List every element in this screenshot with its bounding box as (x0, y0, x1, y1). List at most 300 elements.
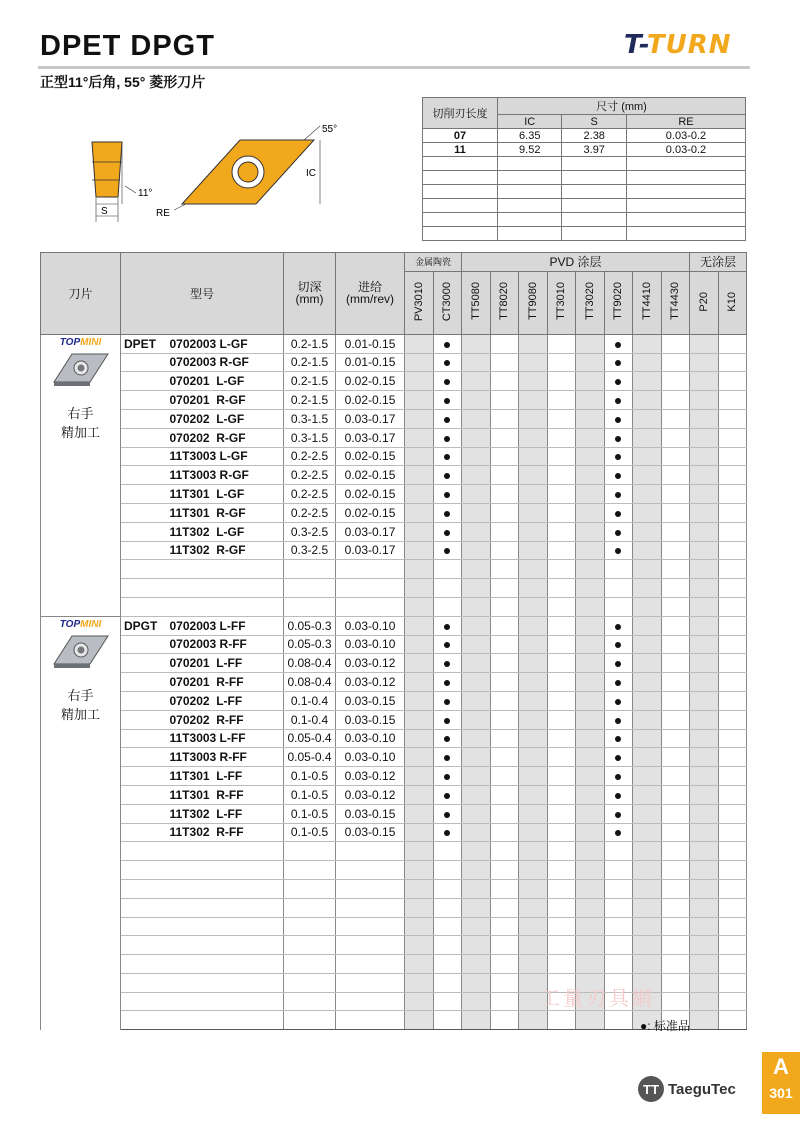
table-row (41, 428, 747, 447)
model-number: 0702003 R-FF (167, 635, 284, 654)
grade-cell (690, 879, 719, 898)
series-prefix-blank (121, 466, 167, 485)
grade-cell (490, 767, 519, 786)
stock-dot-cell (433, 522, 462, 541)
grade-cell (405, 673, 434, 692)
grade-cell (633, 391, 662, 410)
grade-cell (462, 992, 491, 1011)
grade-cell (576, 861, 605, 880)
model-cell (121, 879, 284, 898)
grade-cell (547, 842, 576, 861)
grade-cell (576, 1011, 605, 1030)
grade-cell (547, 654, 576, 673)
feed-rate: 0.03-0.12 (336, 785, 405, 804)
standard-item-dot (615, 454, 621, 460)
grade-cell (519, 785, 548, 804)
stock-dot-cell (604, 691, 633, 710)
cut-depth: 0.3-1.5 (284, 409, 336, 428)
grade-cell (718, 503, 747, 522)
grade-cell (519, 1011, 548, 1030)
col-cutting-length: 切削刃长度 (423, 98, 498, 129)
standard-item-dot (615, 755, 621, 761)
grade-cell (661, 579, 690, 598)
model-number: 070201 L-FF (167, 654, 284, 673)
grade-cell (405, 372, 434, 391)
grade-cell (519, 917, 548, 936)
grade-cell (690, 823, 719, 842)
grade-cell (547, 579, 576, 598)
grade-header-tt3010: TT3010 (547, 271, 576, 334)
grade-cell (633, 917, 662, 936)
grade-cell (433, 955, 462, 974)
model-number: 070201 R-GF (167, 391, 284, 410)
grade-cell (547, 804, 576, 823)
col-re: RE (626, 115, 745, 129)
grade-cell (576, 597, 605, 616)
grade-cell (519, 334, 548, 353)
grade-cell (405, 447, 434, 466)
model-number: 070201 R-FF (167, 673, 284, 692)
grade-cell (633, 767, 662, 786)
grade-cell (633, 372, 662, 391)
grade-cell (519, 842, 548, 861)
grade-cell (576, 447, 605, 466)
standard-item-dot (615, 379, 621, 385)
grade-cell (718, 635, 747, 654)
cut-depth: 0.2-2.5 (284, 485, 336, 504)
grade-cell (576, 691, 605, 710)
stock-dot-cell (604, 616, 633, 635)
grade-cell (633, 541, 662, 560)
grade-cell (576, 955, 605, 974)
grade-cell (462, 673, 491, 692)
grade-cell (690, 391, 719, 410)
grade-cell (462, 879, 491, 898)
stock-dot-cell (604, 804, 633, 823)
stock-dot-cell (433, 691, 462, 710)
feed-cell (336, 1011, 405, 1030)
cut-depth: 0.2-1.5 (284, 372, 336, 391)
grade-cell (519, 353, 548, 372)
grade-cell (433, 898, 462, 917)
grade-cell (661, 597, 690, 616)
grade-cell (519, 466, 548, 485)
stock-dot-cell (433, 823, 462, 842)
feed-rate: 0.02-0.15 (336, 503, 405, 522)
grade-cell (547, 485, 576, 504)
grade-cell (462, 579, 491, 598)
grade-cell (462, 936, 491, 955)
series-prefix-blank (121, 729, 167, 748)
depth-cell (284, 1011, 336, 1030)
grade-cell (490, 560, 519, 579)
feed-rate: 0.03-0.12 (336, 654, 405, 673)
cut-depth: 0.3-2.5 (284, 541, 336, 560)
grade-cell (519, 673, 548, 692)
depth-cell (284, 898, 336, 917)
grade-cell (661, 560, 690, 579)
grade-cell (576, 673, 605, 692)
grade-cell (718, 1011, 747, 1030)
stock-dot-cell (433, 673, 462, 692)
grade-cell (690, 992, 719, 1011)
table-row (41, 353, 747, 372)
depth-cell (284, 955, 336, 974)
grade-cell (690, 409, 719, 428)
standard-item-dot (444, 642, 450, 648)
grade-cell (462, 466, 491, 485)
series-prefix-blank (121, 541, 167, 560)
model-number: 070202 R-FF (167, 710, 284, 729)
feed-rate: 0.03-0.10 (336, 616, 405, 635)
operation-label: 精加工 (60, 706, 100, 722)
standard-item-dot (615, 774, 621, 780)
grade-cell (661, 447, 690, 466)
grade-cell (462, 391, 491, 410)
grade-cell (519, 729, 548, 748)
grade-cell (490, 353, 519, 372)
grade-cell (576, 409, 605, 428)
grade-cell (490, 992, 519, 1011)
cut-depth: 0.3-1.5 (284, 428, 336, 447)
depth-cell (284, 936, 336, 955)
grade-cell (690, 522, 719, 541)
table-row (41, 842, 747, 861)
grade-cell (405, 428, 434, 447)
grade-cell (718, 748, 747, 767)
grade-cell (405, 879, 434, 898)
grade-cell (576, 710, 605, 729)
cut-depth: 0.2-2.5 (284, 447, 336, 466)
cut-depth: 0.2-1.5 (284, 391, 336, 410)
grade-cell (405, 861, 434, 880)
grade-cell (547, 503, 576, 522)
grade-cell (604, 842, 633, 861)
grade-cell (547, 466, 576, 485)
grade-cell (547, 785, 576, 804)
grade-cell (718, 391, 747, 410)
grade-cell (718, 879, 747, 898)
grade-cell (633, 842, 662, 861)
grade-cell (576, 485, 605, 504)
grade-cell (547, 710, 576, 729)
stock-dot-cell (433, 409, 462, 428)
table-row (41, 936, 747, 955)
feed-cell (336, 579, 405, 598)
cut-depth: 0.2-1.5 (284, 353, 336, 372)
feed-rate: 0.02-0.15 (336, 372, 405, 391)
table-row (41, 917, 747, 936)
grade-cell (718, 579, 747, 598)
grade-cell (547, 409, 576, 428)
feed-rate: 0.03-0.17 (336, 428, 405, 447)
series-prefix: DPET (121, 334, 167, 353)
table-row (41, 447, 747, 466)
standard-item-dot (444, 511, 450, 517)
grade-cell (576, 823, 605, 842)
grade-cell (718, 334, 747, 353)
standard-item-dot (444, 530, 450, 536)
grade-cell (519, 654, 548, 673)
grade-cell (519, 485, 548, 504)
grade-cell (490, 804, 519, 823)
grade-cell (405, 485, 434, 504)
grade-cell (405, 767, 434, 786)
stock-dot-cell (433, 503, 462, 522)
cut-depth: 0.1-0.5 (284, 823, 336, 842)
grade-cell (462, 917, 491, 936)
standard-item-dot (444, 379, 450, 385)
model-number: 0702003 L-GF (167, 334, 284, 353)
grade-cell (633, 635, 662, 654)
grade-cell (718, 710, 747, 729)
grade-header-tt5080: TT5080 (462, 271, 491, 334)
grade-cell (633, 522, 662, 541)
grade-cell (547, 917, 576, 936)
standard-item-dot (615, 360, 621, 366)
cut-depth: 0.08-0.4 (284, 654, 336, 673)
table-row (41, 541, 747, 560)
cut-depth: 0.1-0.5 (284, 785, 336, 804)
grade-cell (462, 334, 491, 353)
standard-item-dot (444, 680, 450, 686)
grade-cell (576, 391, 605, 410)
stock-dot-cell (604, 372, 633, 391)
grade-cell (690, 785, 719, 804)
feed-rate: 0.03-0.15 (336, 691, 405, 710)
grade-cell (576, 729, 605, 748)
grade-cell (405, 334, 434, 353)
grade-cell (433, 879, 462, 898)
series-prefix-blank (121, 691, 167, 710)
grade-cell (576, 767, 605, 786)
grade-cell (405, 729, 434, 748)
model-number: 11T301 L-GF (167, 485, 284, 504)
grade-cell (576, 804, 605, 823)
stock-dot-cell (604, 447, 633, 466)
standard-item-dot (615, 473, 621, 479)
model-cell (121, 560, 284, 579)
grade-cell (690, 748, 719, 767)
feed-cell (336, 992, 405, 1011)
grade-cell (490, 654, 519, 673)
standard-item-dot (615, 624, 621, 630)
grade-cell (633, 466, 662, 485)
cut-depth: 0.2-2.5 (284, 503, 336, 522)
grade-cell (718, 616, 747, 635)
grade-cell (462, 804, 491, 823)
stock-dot-cell (433, 654, 462, 673)
grade-cell (633, 861, 662, 880)
grade-cell (661, 541, 690, 560)
svg-text:IC: IC (306, 168, 316, 179)
series-prefix-blank (121, 353, 167, 372)
standard-item-dot (444, 736, 450, 742)
topmini-logo: TOPMINI (59, 336, 102, 348)
grade-cell (519, 560, 548, 579)
grade-cell (490, 673, 519, 692)
grade-cell (519, 372, 548, 391)
standard-item-dot (444, 454, 450, 460)
model-number: 11T3003 R-FF (167, 748, 284, 767)
grade-cell (490, 541, 519, 560)
grade-cell (576, 936, 605, 955)
stock-dot-cell (433, 541, 462, 560)
grade-cell (633, 428, 662, 447)
stock-dot-cell (433, 447, 462, 466)
grade-table (40, 252, 747, 1030)
grade-cell (547, 522, 576, 541)
stock-dot-cell (433, 428, 462, 447)
grade-cell (405, 936, 434, 955)
grade-cell (633, 748, 662, 767)
grade-cell (490, 955, 519, 974)
grade-cell (490, 823, 519, 842)
operation-label: 精加工 (60, 424, 100, 440)
cut-depth: 0.05-0.4 (284, 748, 336, 767)
grade-cell (718, 485, 747, 504)
grade-cell (405, 353, 434, 372)
grade-cell (490, 917, 519, 936)
grade-cell (547, 729, 576, 748)
stock-dot-cell (433, 485, 462, 504)
grade-cell (405, 917, 434, 936)
grade-cell (718, 541, 747, 560)
stock-dot-cell (604, 334, 633, 353)
grade-header-tt9080: TT9080 (519, 271, 548, 334)
cut-depth: 0.2-2.5 (284, 466, 336, 485)
grade-cell (462, 353, 491, 372)
model-number: 070201 L-GF (167, 372, 284, 391)
grade-cell (490, 861, 519, 880)
cut-depth: 0.05-0.4 (284, 729, 336, 748)
grade-cell (690, 1011, 719, 1030)
grade-cell (490, 842, 519, 861)
grade-cell (462, 842, 491, 861)
header-depth: 切深 (mm) (284, 253, 336, 335)
t-turn-logo: T-TURN (624, 30, 732, 60)
grade-cell (490, 597, 519, 616)
stock-dot-cell (604, 748, 633, 767)
grade-cell (405, 541, 434, 560)
grade-cell (576, 503, 605, 522)
grade-cell (519, 409, 548, 428)
grade-cell (519, 447, 548, 466)
series-prefix: DPGT (121, 616, 167, 635)
standard-item-dot (444, 812, 450, 818)
grade-cell (661, 861, 690, 880)
standard-item-dot (615, 680, 621, 686)
grade-cell (633, 673, 662, 692)
grade-cell (462, 710, 491, 729)
grade-cell (405, 560, 434, 579)
svg-text:55°: 55° (322, 124, 338, 135)
grade-cell (690, 447, 719, 466)
feed-rate: 0.03-0.10 (336, 729, 405, 748)
dimension-table (422, 97, 746, 241)
grade-cell (661, 785, 690, 804)
grade-cell (718, 861, 747, 880)
grade-cell (718, 992, 747, 1011)
grade-cell (690, 861, 719, 880)
grade-cell (633, 485, 662, 504)
standard-item-dot (615, 398, 621, 404)
series-prefix-blank (121, 503, 167, 522)
grade-cell (661, 767, 690, 786)
series-prefix-blank (121, 522, 167, 541)
page-number: 301 (769, 1085, 793, 1101)
feed-cell (336, 955, 405, 974)
standard-item-dot (444, 548, 450, 554)
grade-cell (661, 485, 690, 504)
grade-cell (661, 391, 690, 410)
grade-cell (718, 842, 747, 861)
grade-header-ct3000: CT3000 (433, 271, 462, 334)
grade-cell (661, 654, 690, 673)
grade-cell (661, 955, 690, 974)
grade-cell (718, 767, 747, 786)
grade-cell (547, 560, 576, 579)
model-cell (121, 973, 284, 992)
feed-cell (336, 861, 405, 880)
feed-rate: 0.03-0.15 (336, 804, 405, 823)
grade-cell (576, 898, 605, 917)
grade-cell (490, 391, 519, 410)
col-ic: IC (498, 115, 562, 129)
header-pvd: PVD 涂层 (462, 253, 690, 272)
table-row (41, 409, 747, 428)
grade-cell (490, 522, 519, 541)
grade-cell (576, 748, 605, 767)
grade-cell (718, 673, 747, 692)
standard-item-dot (444, 360, 450, 366)
legend: ●: 标准品 (640, 1019, 690, 1033)
grade-cell (547, 861, 576, 880)
grade-cell (718, 654, 747, 673)
section-tab-letter: A (773, 1054, 789, 1079)
grade-cell (690, 804, 719, 823)
grade-cell (576, 917, 605, 936)
table-row (41, 654, 747, 673)
stock-dot-cell (433, 334, 462, 353)
series-prefix-blank (121, 804, 167, 823)
stock-dot-cell (604, 785, 633, 804)
grade-cell (633, 447, 662, 466)
stock-dot-cell (433, 804, 462, 823)
grade-cell (519, 579, 548, 598)
grade-cell (690, 917, 719, 936)
grade-cell (462, 691, 491, 710)
standard-item-dot (615, 492, 621, 498)
grade-cell (690, 597, 719, 616)
series-prefix-blank (121, 409, 167, 428)
depth-cell (284, 560, 336, 579)
grade-cell (462, 973, 491, 992)
grade-cell (604, 917, 633, 936)
series-prefix-blank (121, 748, 167, 767)
table-row (41, 466, 747, 485)
grade-cell (576, 353, 605, 372)
grade-cell (405, 973, 434, 992)
grade-cell (633, 823, 662, 842)
depth-cell (284, 973, 336, 992)
grade-cell (661, 503, 690, 522)
grade-cell (462, 372, 491, 391)
standard-item-dot (615, 642, 621, 648)
feed-cell (336, 842, 405, 861)
depth-cell (284, 597, 336, 616)
feed-rate: 0.01-0.15 (336, 334, 405, 353)
